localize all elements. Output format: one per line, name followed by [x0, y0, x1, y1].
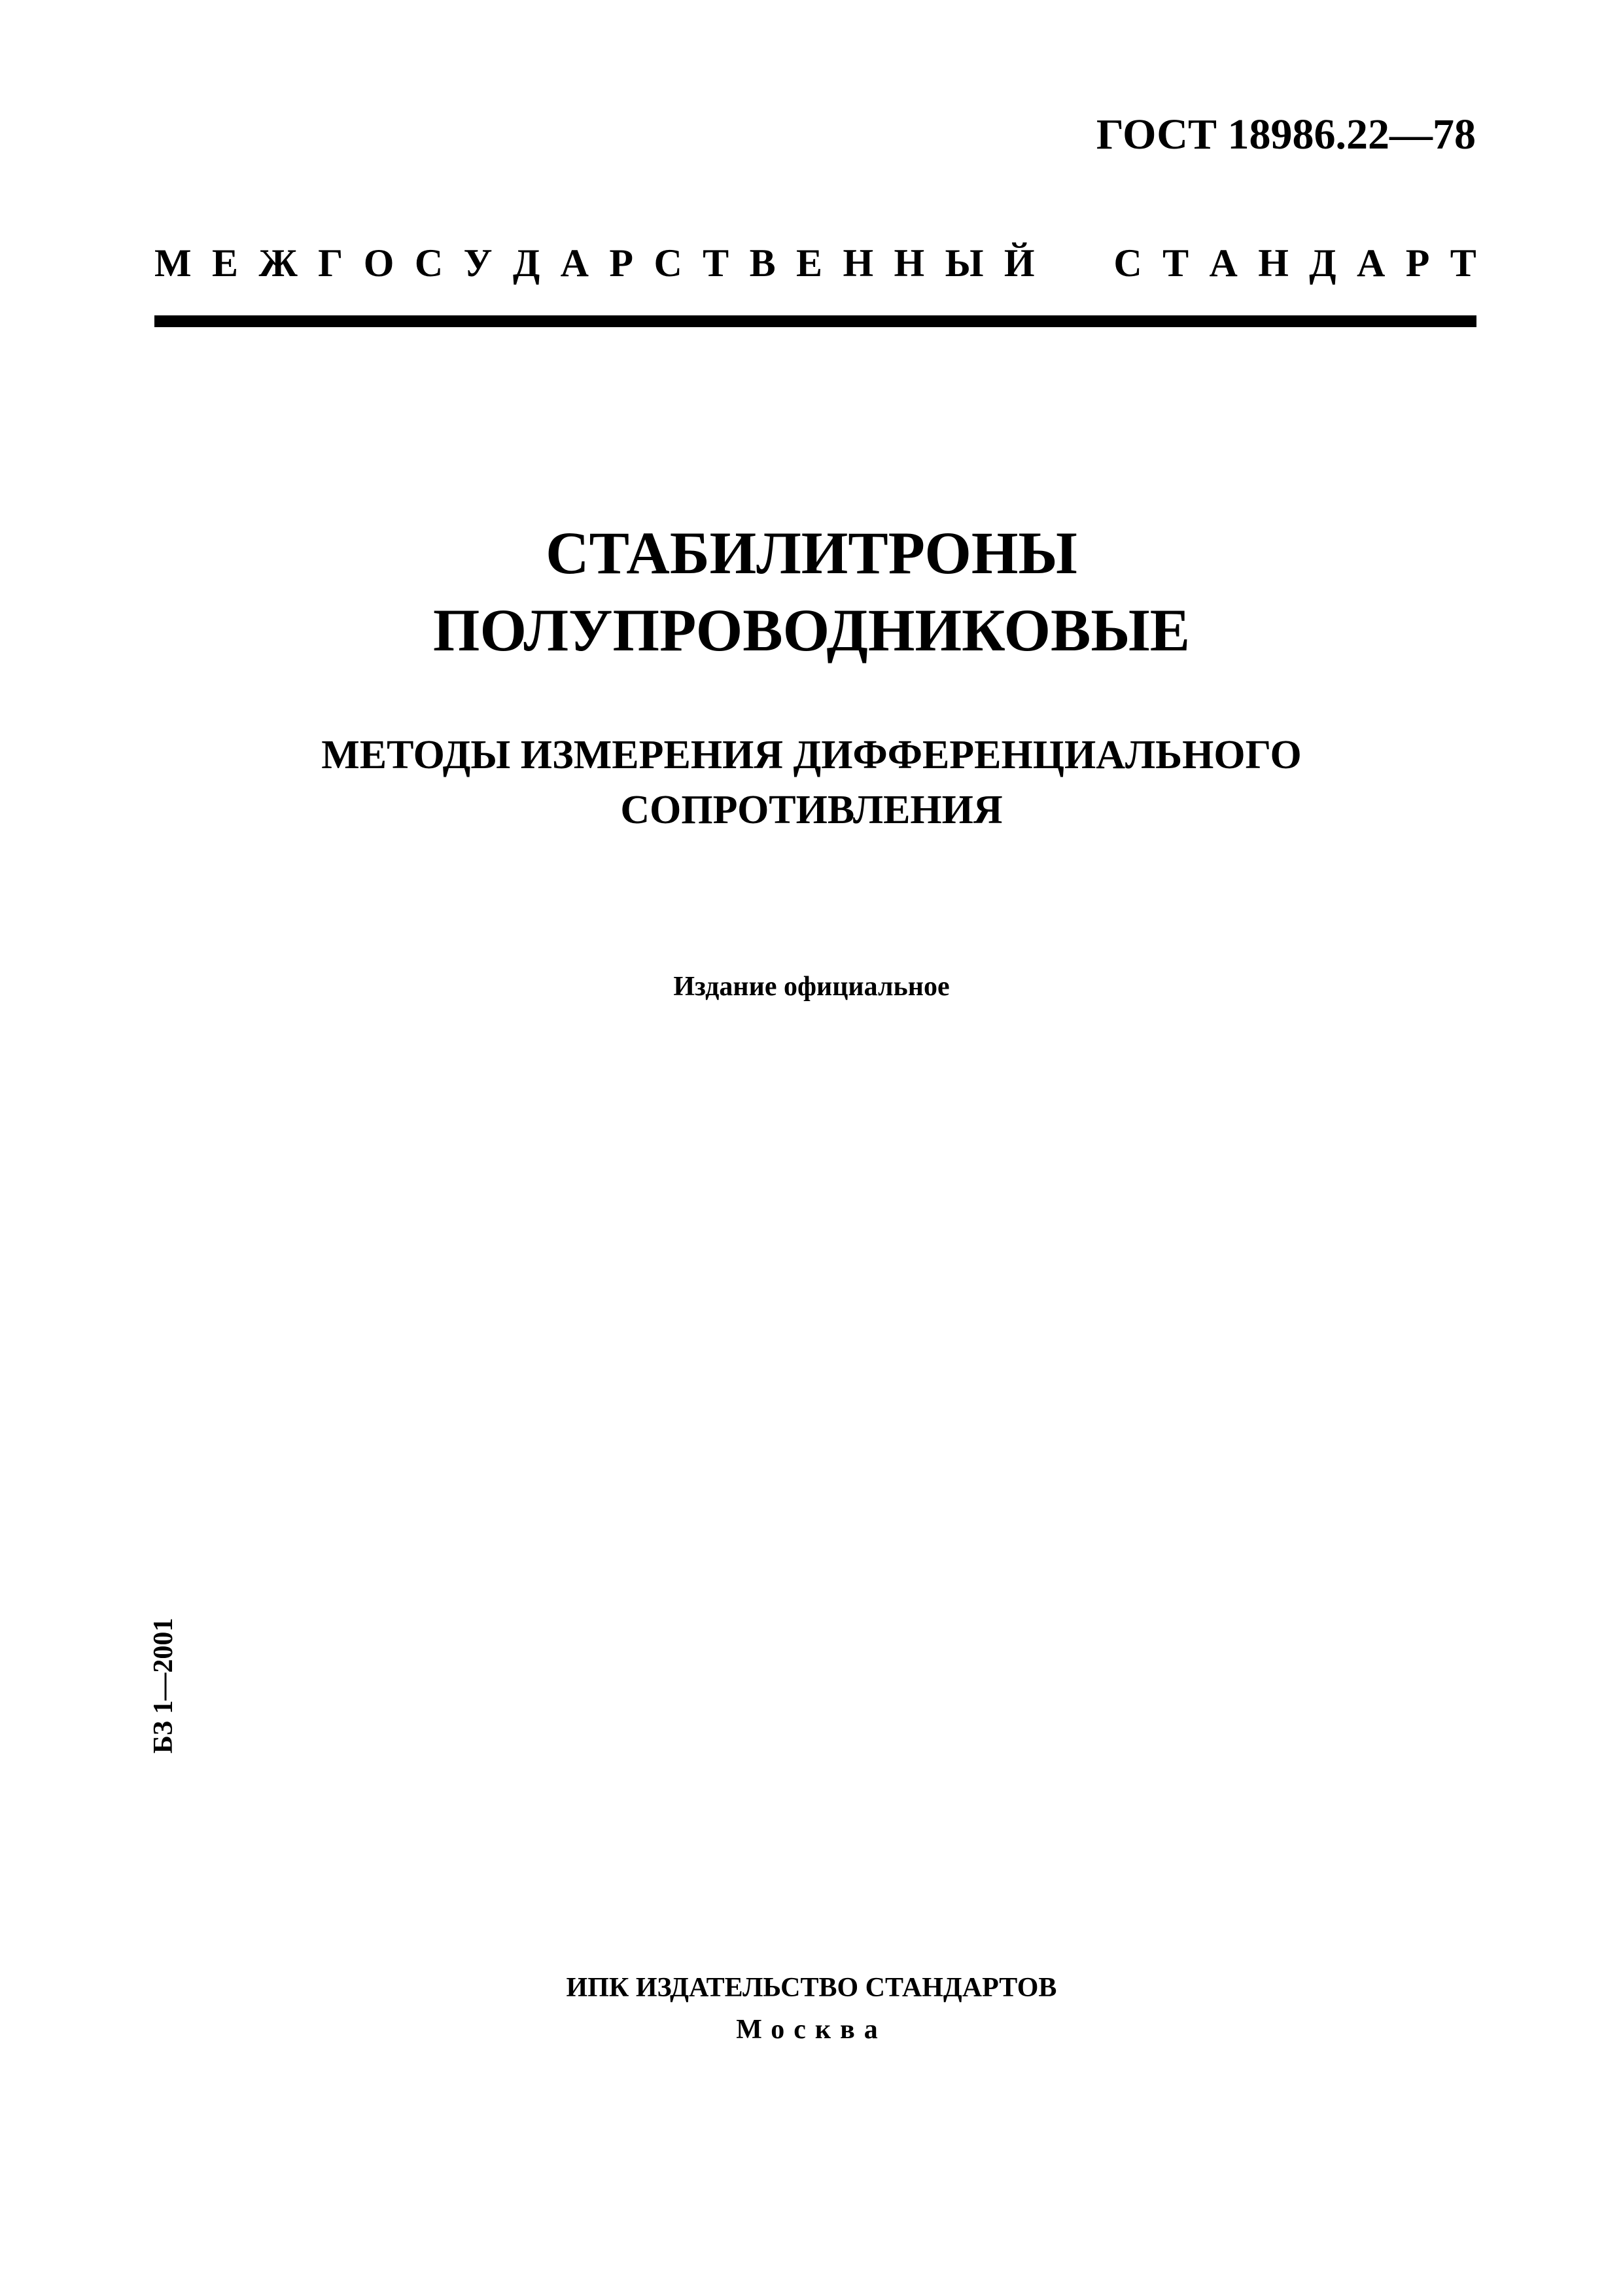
standard-type-letter: Т — [703, 241, 729, 285]
standard-type-letter: Д — [512, 241, 540, 285]
standard-type-letter: Р — [1405, 241, 1430, 285]
standard-type-letter: С — [1113, 241, 1142, 285]
standard-type-letter: М — [154, 241, 192, 285]
standard-type-letter: Ы — [945, 241, 984, 285]
standard-type-letter: Й — [1003, 241, 1035, 285]
standard-type-letter: В — [749, 241, 776, 285]
standard-type-letter: Н — [894, 241, 925, 285]
standard-type-letter: Е — [212, 241, 239, 285]
subtitle-line-1: МЕТОДЫ ИЗМЕРЕНИЯ ДИФФЕРЕНЦИАЛЬНОГО — [321, 733, 1302, 777]
standard-type-letter: Т — [1450, 241, 1476, 285]
subtitle-line-2: СОПРОТИВЛЕНИЯ — [620, 788, 1003, 832]
publisher-name: ИПК ИЗДАТЕЛЬСТВО СТАНДАРТОВ — [566, 1973, 1057, 2003]
header-divider — [154, 315, 1476, 327]
main-title — [0, 514, 1623, 669]
document-number: ГОСТ 18986.22—78 — [1096, 111, 1476, 158]
standard-type-letter: А — [1209, 241, 1238, 285]
standard-type-letter: Д — [1309, 241, 1336, 285]
standard-type-letter: Т — [1162, 241, 1189, 285]
standard-type-letter: А — [560, 241, 589, 285]
standard-type-letter: С — [414, 241, 444, 285]
standard-type-letter: Н — [843, 241, 874, 285]
standard-type-letter: А — [1356, 241, 1386, 285]
standard-type-letter: Р — [609, 241, 634, 285]
subtitle — [0, 728, 1623, 838]
publisher-city: Москва — [736, 2015, 887, 2045]
standard-type-letter: С — [654, 241, 682, 285]
standard-type-letter: Н — [1258, 241, 1289, 285]
standard-type-letter: Ж — [258, 241, 298, 285]
standard-type-letter: Е — [796, 241, 823, 285]
edition-label: Издание официальное — [673, 972, 950, 1002]
standard-type-letter: О — [363, 241, 394, 285]
standard-type-heading — [154, 241, 1476, 286]
main-title-line-1: СТАБИЛИТРОНЫ — [546, 520, 1077, 586]
word-gap — [1055, 241, 1093, 286]
main-title-line-2: ПОЛУПРОВОДНИКОВЫЕ — [432, 597, 1191, 663]
side-code: БЗ 1—2001 — [148, 1617, 179, 1754]
standard-type-letter: У — [463, 241, 493, 285]
standard-type-letter: Г — [318, 241, 343, 285]
